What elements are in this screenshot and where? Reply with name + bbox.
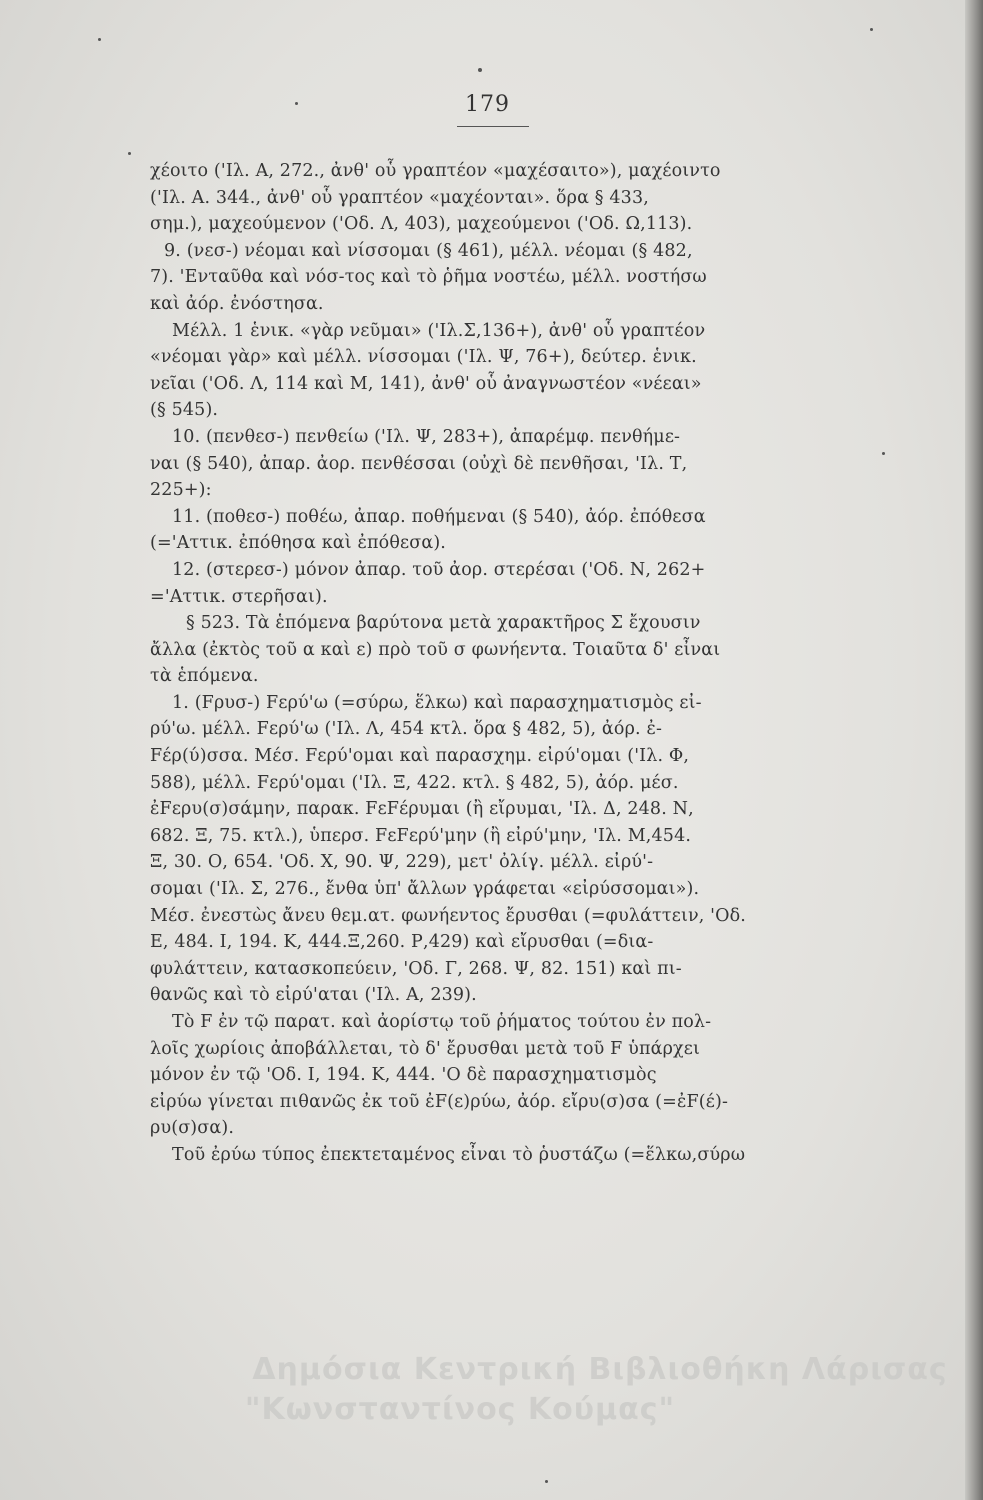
library-watermark-line1: Δημόσια Κεντρική Βιβλιοθήκη Λάρισας bbox=[252, 1352, 948, 1387]
text-line: 682. Ξ, 75. κτλ.), ὑπερσ. FεFερύ'μην (ἢ εἰρύ'μην, 'Ιλ. Μ,454. bbox=[150, 825, 692, 846]
text-line: νεῖαι ('Οδ. Λ, 114 καὶ Μ, 141), ἀνθ' οὗ ἀναγνωστέον «νέεαι» bbox=[150, 373, 702, 394]
text-line: τὰ ἑπόμενα. bbox=[150, 666, 259, 687]
text-line: ἄλλα (ἐκτὸς τοῦ α καὶ ε) πρὸ τοῦ σ φωνήεντα. Τοιαῦτα δ' εἶναι bbox=[150, 639, 721, 660]
text-line: σημ.), μαχεούμενον ('Οδ. Λ, 403), μαχεούμενοι ('Οδ. Ω,113). bbox=[150, 214, 693, 235]
text-line: ='Αττικ. στερῆσαι). bbox=[150, 586, 328, 607]
text-line: θανῶς καὶ τὸ εἰρύ'αται ('Ιλ. Α, 239). bbox=[150, 985, 477, 1006]
text-line: χέοιτο ('Ιλ. Α, 272., ἀνθ' οὗ γραπτέον «μαχέσαιτο»), μαχέοιντο bbox=[150, 161, 721, 181]
print-speck bbox=[295, 102, 298, 105]
print-speck bbox=[98, 38, 101, 41]
text-line: Ξ, 30. Ο, 654. 'Οδ. Χ, 90. Ψ, 229), μετ' ὀλίγ. μέλλ. εἰρύ'- bbox=[150, 852, 654, 873]
print-speck bbox=[870, 28, 873, 31]
text-line: Τοῦ ἐρύω τύπος ἐπεκτεταμένος εἶναι τὸ ῥυστάζω (=ἕλκω,σύρω bbox=[172, 1144, 746, 1165]
text-line: 7). 'Ενταῦθα καὶ νόσ-τος καὶ τὸ ῥῆμα νοστέω, μέλλ. νοστήσω bbox=[150, 267, 707, 288]
text-line: λοῖς χωρίοις ἀποβάλλεται, τὸ δ' ἔρυσθαι μετὰ τοῦ F ὑπάρχει bbox=[150, 1038, 700, 1059]
text-line: ἐFερυ(σ)σάμην, παρακ. FεFέρυμαι (ἢ εἴρυμαι, 'Ιλ. Δ, 248. Ν, bbox=[150, 799, 694, 820]
text-line: ρύ'ω. μέλλ. Fερύ'ω ('Ιλ. Λ, 454 κτλ. ὅρα § 482, 5), ἀόρ. ἐ- bbox=[150, 719, 663, 740]
text-line: Fέρ(ύ)σσα. Μέσ. Fερύ'ομαι καὶ παρασχημ. εἰρύ'ομαι ('Ιλ. Φ, bbox=[150, 746, 690, 767]
text-line: Ε, 484. Ι, 194. Κ, 444.Ξ,260. Ρ,429) καὶ εἴρυσθαι (=δια- bbox=[150, 932, 654, 953]
text-line: 225+): bbox=[150, 480, 212, 501]
text-line: Μέσ. ἐνεστὼς ἄνευ θεμ.ατ. φωνήεντος ἔρυσθαι (=φυλάττειν, 'Οδ. bbox=[150, 905, 747, 926]
print-speck bbox=[128, 152, 131, 155]
print-speck bbox=[882, 452, 885, 455]
text-line: «νέομαι γὰρ» καὶ μέλλ. νίσσομαι ('Ιλ. Ψ, 76+), δεύτερ. ἑνικ. bbox=[150, 347, 697, 368]
body-text bbox=[150, 158, 850, 1169]
text-line: μόνον ἐν τῷ 'Οδ. Ι, 194. Κ, 444. 'Ο δὲ παρασχηματισμὸς bbox=[150, 1065, 657, 1086]
text-line: σομαι ('Ιλ. Σ, 276., ἔνθα ὑπ' ἄλλων γράφεται «εἰρύσσομαι»). bbox=[150, 879, 700, 900]
text-line: 9. (νεσ-) νέομαι καὶ νίσσομαι (§ 461), μέλλ. νέομαι (§ 482, bbox=[164, 240, 693, 261]
text-line: εἰρύω γίνεται πιθανῶς ἐκ τοῦ ἐF(ε)ρύω, ἀόρ. εἴρυ(σ)σα (=ἐF(έ)- bbox=[150, 1091, 729, 1112]
text-line: καὶ ἀόρ. ἐνόστησα. bbox=[150, 293, 324, 314]
library-watermark-line2: "Κωνσταντίνος Κούμας" bbox=[244, 1392, 676, 1427]
text-line: ('Ιλ. Α. 344., ἀνθ' οὗ γραπτέον «μαχέονται». ὅρα § 433, bbox=[150, 187, 649, 208]
text-line: 588), μέλλ. Fερύ'ομαι ('Ιλ. Ξ, 422. κτλ. § 482, 5), ἀόρ. μέσ. bbox=[150, 772, 679, 793]
text-line: Μέλλ. 1 ἑνικ. «γὰρ νεῦμαι» ('Ιλ.Σ,136+), ἀνθ' οὗ γραπτέον bbox=[172, 320, 706, 341]
text-line: 11. (ποθεσ-) ποθέω, ἀπαρ. ποθήμεναι (§ 540), ἀόρ. ἐπόθεσα bbox=[172, 506, 706, 527]
page-number: 179 bbox=[465, 92, 510, 117]
text-line: (='Αττικ. ἐπόθησα καὶ ἐπόθεσα). bbox=[150, 533, 447, 554]
text-line: ρυ(σ)σα). bbox=[150, 1118, 235, 1139]
page-edge-shadow bbox=[965, 0, 983, 1500]
text-line: φυλάττειν, κατασκοπεύειν, 'Οδ. Γ, 268. Ψ, 82. 151) καὶ πι- bbox=[150, 958, 682, 979]
page-number-rule bbox=[457, 126, 529, 127]
text-line: 1. (Fρυσ-) Fερύ'ω (=σύρω, ἕλκω) καὶ παρασχηματισμὸς εἰ- bbox=[172, 692, 702, 713]
print-speck bbox=[545, 1480, 548, 1483]
text-line: Τὸ F ἐν τῷ παρατ. καὶ ἀορίστῳ τοῦ ῥήματος τούτου ἐν πολ- bbox=[172, 1012, 712, 1032]
text-line: 10. (πενθεσ-) πενθείω ('Ιλ. Ψ, 283+), ἀπαρέμφ. πενθήμε- bbox=[172, 426, 681, 447]
text-line: (§ 545). bbox=[150, 400, 219, 421]
print-speck bbox=[478, 68, 482, 72]
text-line: § 523. Τὰ ἑπόμενα βαρύτονα μετὰ χαρακτῆρος Σ ἔχουσιν bbox=[186, 613, 701, 634]
text-line: ναι (§ 540), ἀπαρ. ἀορ. πενθέσσαι (οὐχὶ δὲ πενθῆσαι, 'Ιλ. Τ, bbox=[150, 453, 688, 474]
text-line: 12. (στερεσ-) μόνον ἀπαρ. τοῦ ἀορ. στερέσαι ('Οδ. Ν, 262+ bbox=[172, 559, 706, 580]
